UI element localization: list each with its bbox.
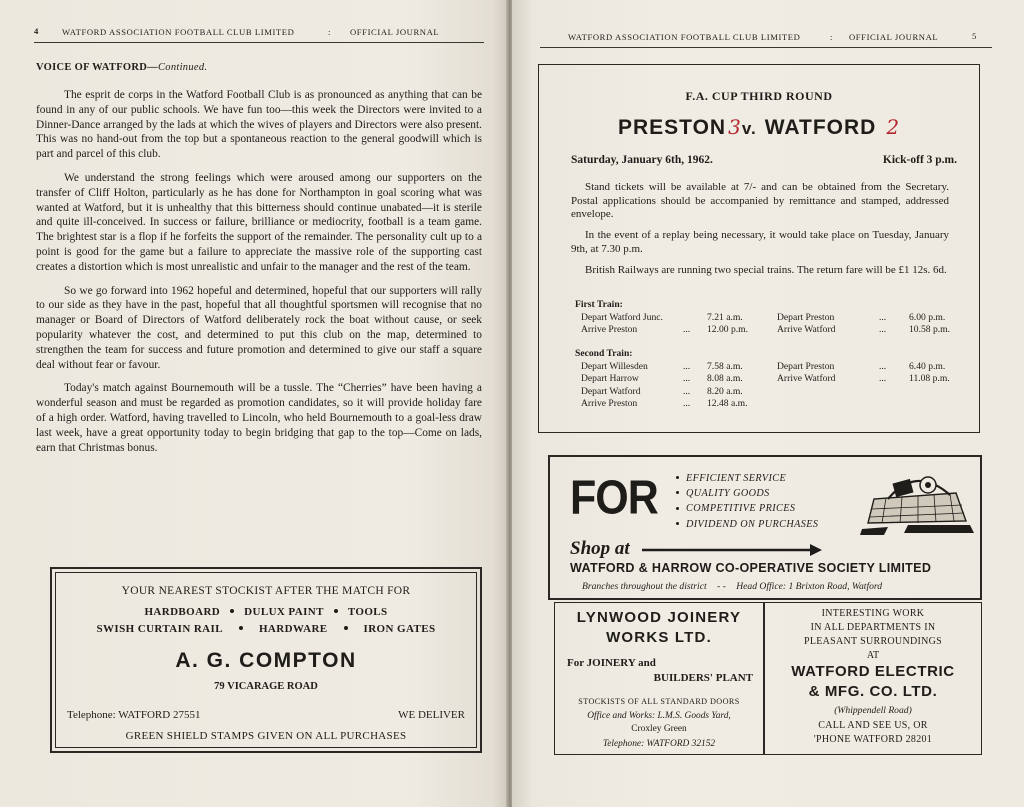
electric-phone: 'PHONE WATFORD 28201 <box>813 734 933 745</box>
article-paragraph: Today's match against Bournemouth will be a tussle. The “Cherries” have been having a wonderful season and must be regarded as promotion candidates, so it will provide holiday fare of a high order. Watford, having travelled to Lincoln, who held Bournemouth to a goal-less draw last week, have a great opportunity today to begin bridging that gap to the top—Come on lads, earn that Christmas bonus. <box>36 382 482 454</box>
product-curtain-rail: SWISH CURTAIN RAIL <box>96 623 223 635</box>
left-page <box>0 0 508 807</box>
running-head-club-left: WATFORD ASSOCIATION FOOTBALL CLUB LIMITED <box>62 27 295 37</box>
compton-address: 79 VICARAGE ROAD <box>214 681 318 692</box>
coop-point: COMPETITIVE PRICES <box>676 501 818 516</box>
electric-name-line1: WATFORD ELECTRIC <box>791 663 955 680</box>
electric-line3: PLEASANT SURROUNDINGS <box>803 636 943 647</box>
cup-versus: v. <box>741 119 757 138</box>
bullet-icon <box>230 609 234 613</box>
product-dulux-paint: DULUX PAINT <box>244 606 324 618</box>
second-train-label: Second Train: <box>575 348 633 359</box>
train-time: 11.08 p.m. <box>909 373 950 385</box>
electric-line1: INTERESTING WORK <box>821 608 925 619</box>
train-leader-dots: ... <box>683 398 691 410</box>
train-leader-dots: ... <box>879 312 887 323</box>
train-leader-dots: ... <box>879 324 887 336</box>
train-stop: Arrive Watford <box>777 324 836 336</box>
cup-tickets-text: Stand tickets will be available at 7/- and can be obtained from the Secretary. Postal applications should be accompanied by remittance and stamped, addressed envelope. <box>571 181 949 221</box>
lynwood-name-line2: WORKS LTD. <box>606 629 712 646</box>
coop-point: EFFICIENT SERVICE <box>676 471 818 486</box>
cup-replay-text: In the event of a replay being necessary, it would take place on Tuesday, January 9th, at 7.30 p.m. <box>571 229 949 255</box>
train-stop: Arrive Preston <box>581 324 638 336</box>
coop-society-name: WATFORD & HARROW CO-OPERATIVE SOCIETY LIMITED <box>570 561 932 575</box>
cup-home-team: PRESTON <box>617 116 727 139</box>
train-stop: Depart Willesden <box>581 361 648 372</box>
train-time: 12.00 p.m. <box>707 324 749 336</box>
train-leader-dots: ... <box>683 385 691 397</box>
train-time: 6.00 p.m. <box>909 312 946 323</box>
first-train-label: First Train: <box>575 299 623 310</box>
article-paragraph: We understand the strong feelings which were aroused among our supporters on the transfer of Cliff Holton, particularly as he has done for Northampton in goal scoring what was wanted at Watford, but it is unhealthy that this bitterness should continue unabated—it is sterile and quite ill-conceived. In success or failure, brilliance or mediocrity, football is a team game. The brightest star is a flop if he forfeits the support of the remainder. The personality cult up to a point is good for the game but a failure to appreciate the massive role of the supporting cast creates a distortion which is most unrealistic and unfair to the manager and the rest of the team. <box>36 171 482 273</box>
running-head-journal-left: OFFICIAL JOURNAL <box>350 27 440 37</box>
article-body <box>36 88 482 461</box>
coop-branch-line <box>582 581 882 592</box>
train-time: 12.48 a.m. <box>707 398 748 410</box>
lynwood-office: Office and Works: L.M.S. Goods Yard, <box>587 711 731 721</box>
bullet-icon <box>676 476 679 479</box>
bullet-icon <box>334 609 338 613</box>
electric-name-line2: & MFG. CO. LTD. <box>808 683 938 700</box>
article-paragraph: So we go forward into 1962 hopeful and determined, hopeful that our supporters will rally to our side as they have in the past, hopeful that all thoughtful sportsmen will recognise that no manager or Board of Directors of Watford deliberately rock the boat without cause, or seek popularity whatever the cost, and determined to put this club on the map, determined to strengthen the team for success and future promotion and determined to give our staff a square deal without fear or favour. <box>36 284 482 371</box>
product-iron-gates: IRON GATES <box>363 623 436 635</box>
product-hardware: HARDWARE <box>258 623 328 635</box>
coop-advert <box>548 455 982 600</box>
product-hardboard: HARDBOARD <box>144 606 221 618</box>
lynwood-name-line1: LYNWOOD JOINERY <box>576 609 742 626</box>
bullet-icon <box>676 491 679 494</box>
train-row <box>777 373 950 384</box>
running-head-sep-right: : <box>830 32 833 42</box>
electric-road: (Whippendell Road) <box>834 705 912 716</box>
train-leader-dots: ... <box>683 324 691 336</box>
coop-branches: Branches throughout the district <box>582 581 707 592</box>
train-time: 8.20 a.m. <box>707 385 743 397</box>
compton-products-row1 <box>52 606 480 618</box>
electric-line4: AT <box>866 650 880 661</box>
header-rule-right <box>540 47 992 48</box>
compton-advert <box>50 567 482 753</box>
page-number-right: 5 <box>972 31 977 41</box>
compton-name: A. G. COMPTON <box>175 649 357 672</box>
lynwood-advert <box>554 602 764 755</box>
train-stop: Arrive Watford <box>777 373 836 385</box>
running-head-sep-left: : <box>328 27 331 37</box>
coop-point: QUALITY GOODS <box>676 486 818 501</box>
train-row <box>777 324 950 335</box>
train-time: 7.21 a.m. <box>707 312 743 323</box>
train-stop: Depart Preston <box>777 361 835 372</box>
train-row <box>581 373 743 384</box>
train-leader-dots: ... <box>879 361 887 372</box>
compton-stamps: GREEN SHIELD STAMPS GIVEN ON ALL PURCHASES <box>125 730 407 742</box>
coop-point: DIVIDEND ON PURCHASES <box>676 517 818 532</box>
coop-points <box>676 471 818 532</box>
train-stop: Arrive Preston <box>581 398 638 410</box>
electric-call: CALL AND SEE US, OR <box>818 720 928 731</box>
train-time: 8.08 a.m. <box>707 373 743 385</box>
train-stop: Depart Watford <box>581 385 641 397</box>
section-title <box>36 62 207 73</box>
train-time: 6.40 p.m. <box>909 361 946 372</box>
cup-railways-text: British Railways are running two special trains. The return fare will be £1 12s. 6d. <box>585 264 947 276</box>
train-row <box>777 312 945 323</box>
page-number-left: 4 <box>34 26 39 36</box>
train-time: 10.58 p.m. <box>909 324 951 336</box>
article-paragraph: The esprit de corps in the Watford Football Club is as pronounced as anything that can be found in any of our public schools. We have fun too—this week the Directors were invited to a Dinner-Dance arranged by the lads at which the wives of players and Directors were also present. This was no hand-out from the top but a spontaneous reaction to the general goodwill which is part and parcel of this club. <box>36 89 482 161</box>
train-leader-dots: ... <box>879 373 887 385</box>
lynwood-stockists: STOCKISTS OF ALL STANDARD DOORS <box>578 697 740 706</box>
handwritten-home-score: 3 <box>728 115 742 139</box>
coop-branch-separator: - - <box>717 581 726 592</box>
train-stop: Depart Harrow <box>581 373 639 385</box>
train-leader-dots: ... <box>683 373 691 385</box>
cup-date: Saturday, January 6th, 1962. <box>571 154 713 166</box>
running-head-journal-right: OFFICIAL JOURNAL <box>849 32 939 42</box>
product-tools: TOOLS <box>347 606 388 618</box>
compton-telephone: Telephone: WATFORD 27551 <box>67 709 201 721</box>
train-row <box>581 398 748 409</box>
cup-fixture <box>539 115 979 140</box>
bullet-icon <box>344 626 348 630</box>
coop-for: FOR <box>570 471 658 525</box>
train-row <box>581 312 743 323</box>
train-stop: Depart Watford Junc. <box>581 312 663 323</box>
watford-electric-advert <box>764 602 982 755</box>
compton-deliver: WE DELIVER <box>398 709 465 721</box>
electric-line2: IN ALL DEPARTMENTS IN <box>810 622 936 633</box>
running-head-club-right: WATFORD ASSOCIATION FOOTBALL CLUB LIMITED <box>568 32 801 42</box>
bullet-icon <box>239 626 243 630</box>
cup-kickoff: Kick-off 3 p.m. <box>882 154 957 166</box>
section-title-main: VOICE OF WATFORD— <box>36 62 158 73</box>
fa-cup-box <box>538 64 980 433</box>
compton-heading: YOUR NEAREST STOCKIST AFTER THE MATCH FOR <box>121 585 411 597</box>
coop-shop-at: Shop at <box>570 538 822 560</box>
cup-away-team: WATFORD <box>764 116 877 139</box>
train-stop: Depart Preston <box>777 312 835 323</box>
lynwood-for-line1: For JOINERY and <box>567 657 656 669</box>
bullet-icon <box>676 522 679 525</box>
bullet-icon <box>676 507 679 510</box>
train-time: 7.58 a.m. <box>707 361 743 372</box>
shopping-basket-icon <box>858 473 976 541</box>
train-row <box>581 361 743 372</box>
coop-head-office: Head Office: 1 Brixton Road, Watford <box>736 581 883 592</box>
header-rule-left <box>34 42 484 43</box>
train-row <box>581 324 748 335</box>
train-leader-dots: ... <box>683 361 691 372</box>
train-row <box>777 361 945 372</box>
section-title-continued: Continued. <box>157 62 208 73</box>
lynwood-telephone: Telephone: WATFORD 32152 <box>602 739 716 749</box>
arrow-right-icon <box>642 544 822 556</box>
handwritten-away-score: 2 <box>886 115 901 139</box>
cup-round-title: F.A. CUP THIRD ROUND <box>685 89 833 103</box>
compton-products-row2 <box>52 623 480 635</box>
train-row <box>581 386 743 397</box>
lynwood-office-line2: Croxley Green <box>631 724 687 734</box>
lynwood-for-line2: BUILDERS' PLANT <box>653 672 753 684</box>
right-page <box>512 0 1024 807</box>
